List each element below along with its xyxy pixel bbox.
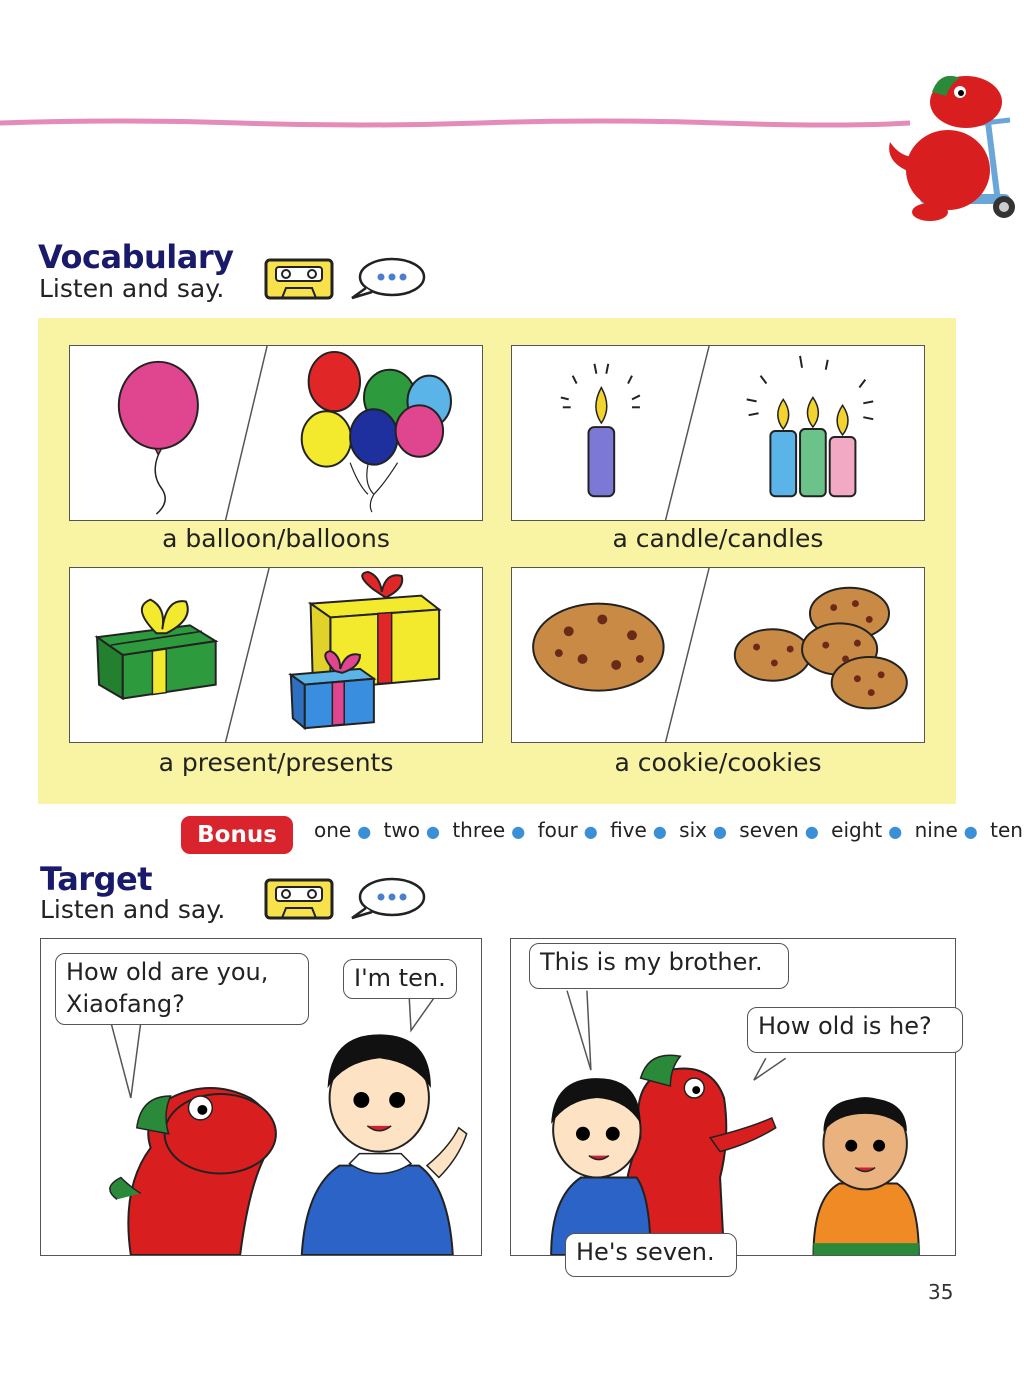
comic-panel-2 bbox=[510, 938, 956, 1266]
vocab-caption-balloon: a balloon/balloons bbox=[162, 524, 390, 553]
vocabulary-title: Vocabulary bbox=[38, 238, 234, 276]
bubble-text-line-2: Xiaofang? bbox=[66, 990, 185, 1018]
vocab-card-candle bbox=[511, 345, 925, 521]
bubble-text-line-1: How old are you, bbox=[66, 958, 269, 986]
decorative-pink-line bbox=[0, 118, 910, 128]
speech-bubble-how-old-is-he: How old is he? bbox=[747, 1007, 963, 1053]
cassette-tape-icon[interactable] bbox=[264, 878, 334, 920]
speech-bubble-how-old-are-you bbox=[55, 953, 309, 1025]
cassette-tape-icon[interactable] bbox=[264, 258, 334, 300]
vocab-card-cookie bbox=[511, 567, 925, 743]
bullet-dot-icon: ● bbox=[963, 822, 978, 841]
present-illustration bbox=[70, 568, 482, 742]
speech-bubble-im-ten: I'm ten. bbox=[343, 959, 457, 999]
vocab-caption-present: a present/presents bbox=[158, 748, 394, 777]
bullet-dot-icon: ● bbox=[652, 822, 667, 841]
number-word: six bbox=[679, 818, 707, 842]
page-number: 35 bbox=[928, 1280, 954, 1304]
comic-panel-1 bbox=[40, 938, 482, 1256]
speech-bubble-icon[interactable] bbox=[348, 256, 428, 302]
speech-bubble-hes-seven: He's seven. bbox=[565, 1233, 737, 1277]
vocab-caption-candle: a candle/candles bbox=[612, 524, 824, 553]
number-word: seven bbox=[739, 818, 799, 842]
bonus-number-list bbox=[314, 816, 1023, 846]
number-word: ten bbox=[990, 818, 1023, 842]
vocab-card-balloon bbox=[69, 345, 483, 521]
number-word: one bbox=[314, 818, 352, 842]
bullet-dot-icon: ● bbox=[888, 822, 903, 841]
vocab-caption-cookie: a cookie/cookies bbox=[614, 748, 822, 777]
vocabulary-instruction: Listen and say. bbox=[39, 274, 225, 303]
number-word: three bbox=[452, 818, 506, 842]
balloon-illustration bbox=[70, 346, 482, 520]
dinosaur-on-scooter-illustration bbox=[870, 62, 1020, 230]
bullet-dot-icon: ● bbox=[511, 822, 526, 841]
bullet-dot-icon: ● bbox=[583, 822, 598, 841]
number-word: eight bbox=[831, 818, 883, 842]
bullet-dot-icon: ● bbox=[712, 822, 727, 841]
speech-bubble-icon[interactable] bbox=[348, 876, 428, 922]
number-word: four bbox=[537, 818, 578, 842]
target-title: Target bbox=[40, 860, 152, 898]
vocab-card-present bbox=[69, 567, 483, 743]
bullet-dot-icon: ● bbox=[357, 822, 372, 841]
bonus-badge: Bonus bbox=[181, 816, 293, 854]
cookie-illustration bbox=[512, 568, 924, 742]
target-instruction: Listen and say. bbox=[40, 895, 226, 924]
vocabulary-panel bbox=[38, 318, 956, 804]
bullet-dot-icon: ● bbox=[425, 822, 440, 841]
number-word: nine bbox=[914, 818, 958, 842]
number-word: two bbox=[383, 818, 420, 842]
number-word: five bbox=[610, 818, 647, 842]
speech-bubble-this-is-my-brother: This is my brother. bbox=[529, 943, 789, 989]
bullet-dot-icon: ● bbox=[804, 822, 819, 841]
candle-illustration bbox=[512, 346, 924, 520]
